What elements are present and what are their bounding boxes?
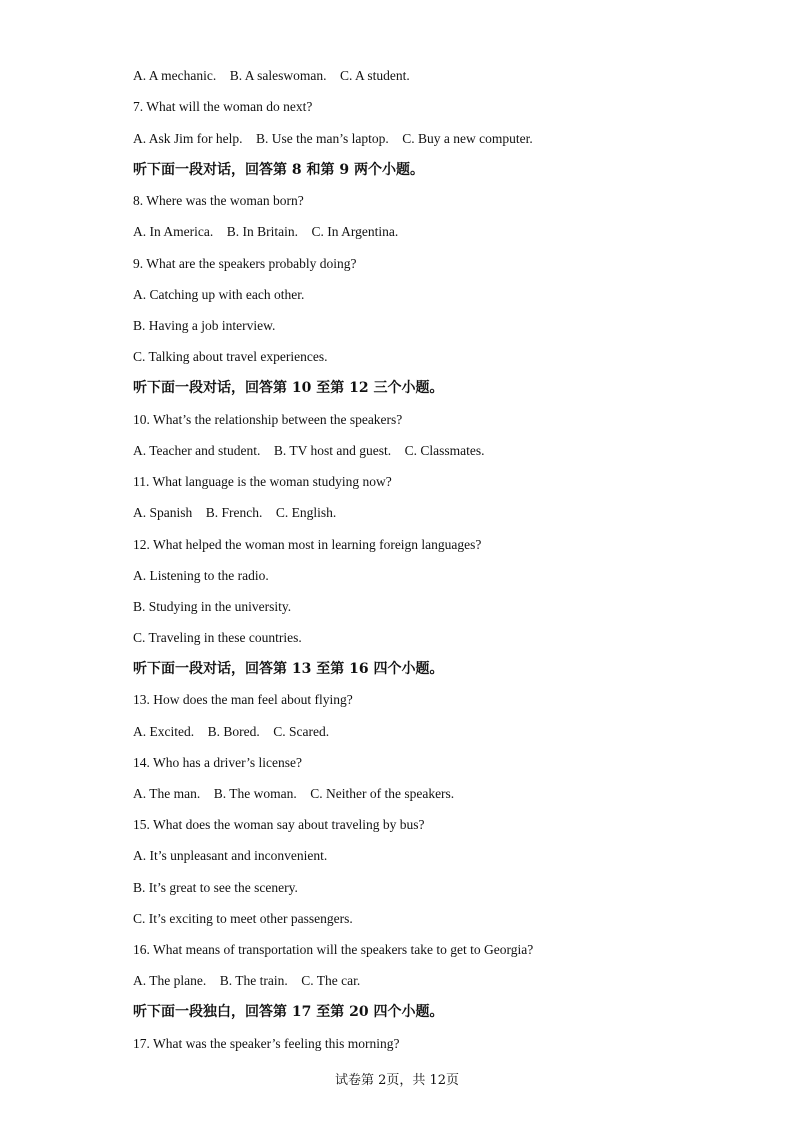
question-11: 11. What language is the woman studying now? [133, 474, 392, 489]
option-12a: A. Listening to the radio. [133, 568, 269, 583]
option-12b: B. Studying in the university. [133, 599, 292, 614]
question-8: 8. Where was the woman born? [133, 193, 304, 208]
page-footer: 试卷第 2页，共 12页 [334, 1073, 460, 1088]
section-heading-13-16: 听下面一段对话，回答第 13 至第 16 四个小题。 [133, 661, 444, 677]
option-9a: A. Catching up with each other. [133, 287, 305, 302]
options-q6: A. A mechanic. B. A saleswoman. C. A student. [133, 68, 410, 83]
question-15: 15. What does the woman say about traveling by bus? [133, 817, 425, 832]
question-16: 16. What means of transportation will the speakers take to get to Georgia? [133, 942, 534, 957]
question-14: 14. Who has a driver’s license? [133, 755, 302, 770]
question-17: 17. What was the speaker’s feeling this morning? [133, 1036, 400, 1051]
question-12: 12. What helped the woman most in learning foreign languages? [133, 537, 482, 552]
section-heading-8-9: 听下面一段对话，回答第 8 和第 9 两个小题。 [133, 162, 424, 178]
question-13: 13. How does the man feel about flying? [133, 692, 353, 707]
option-15a: A. It’s unpleasant and inconvenient. [133, 848, 328, 863]
option-15b: B. It’s great to see the scenery. [133, 880, 298, 895]
option-15c: C. It’s exciting to meet other passengers. [133, 911, 353, 926]
option-12c: C. Traveling in these countries. [133, 630, 302, 645]
options-q8: A. In America. B. In Britain. C. In Argentina. [133, 224, 399, 239]
section-heading-10-12: 听下面一段对话，回答第 10 至第 12 三个小题。 [133, 380, 444, 396]
options-q10: A. Teacher and student. B. TV host and guest. C. Classmates. [133, 443, 485, 458]
options-q16: A. The plane. B. The train. C. The car. [133, 973, 361, 988]
options-q13: A. Excited. B. Bored. C. Scared. [133, 724, 330, 739]
option-9b: B. Having a job interview. [133, 318, 276, 333]
question-10: 10. What’s the relationship between the speakers? [133, 412, 403, 427]
options-q14: A. The man. B. The woman. C. Neither of the speakers. [133, 786, 455, 801]
options-q7: A. Ask Jim for help. B. Use the man’s laptop. C. Buy a new computer. [133, 131, 533, 146]
option-9c: C. Talking about travel experiences. [133, 349, 328, 364]
question-7: 7. What will the woman do next? [133, 99, 313, 114]
question-9: 9. What are the speakers probably doing? [133, 256, 357, 271]
options-q11: A. Spanish B. French. C. English. [133, 505, 337, 520]
section-heading-17-20: 听下面一段独白，回答第 17 至第 20 四个小题。 [133, 1004, 444, 1020]
